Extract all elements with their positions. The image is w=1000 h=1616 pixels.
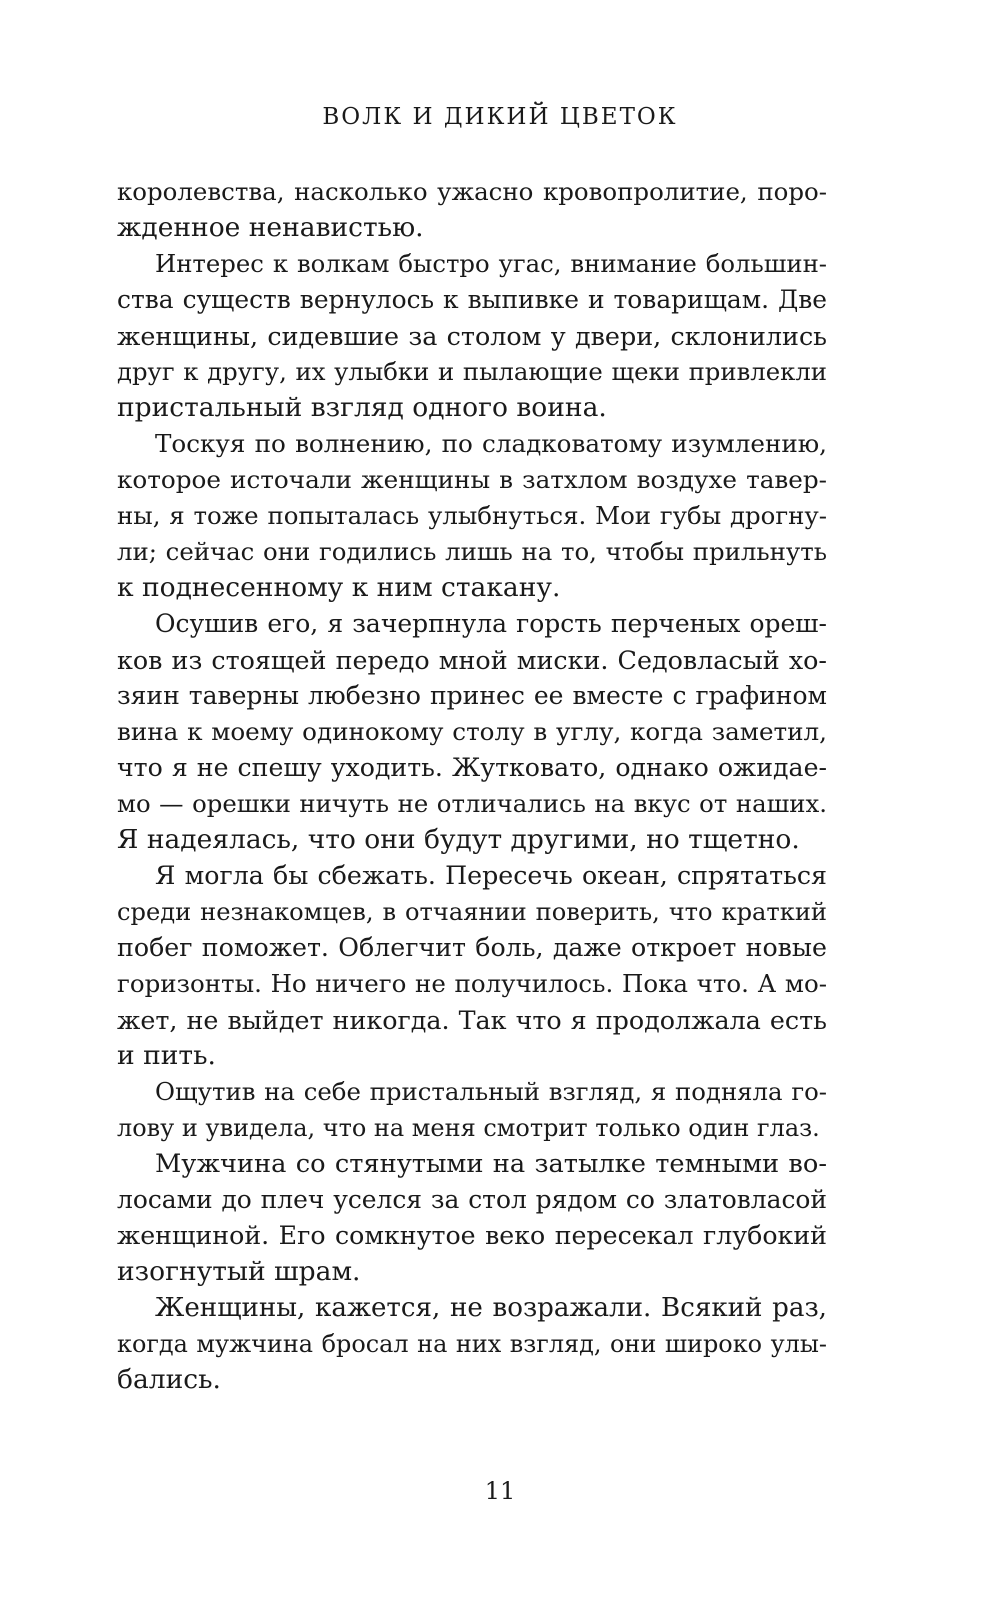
text-line: к поднесенному к ним стакану. xyxy=(117,572,561,603)
text-line: ли; сейчас они годились лишь на то, чтобы прильнуть xyxy=(117,537,827,566)
text-line: женщиной. Его сомкнутое веко пересекал глубокий xyxy=(117,1221,827,1250)
text-line: которое источали женщины в затхлом воздухе тавер- xyxy=(117,465,827,494)
text-line: Интерес к волкам быстро угас, внимание большин- xyxy=(155,249,827,278)
text-line: Осушив его, я зачерпнула горсть перченых ореш- xyxy=(155,609,827,638)
text-line: когда мужчина бросал на них взгляд, они широко улы- xyxy=(117,1330,827,1358)
text-line: пристальный взгляд одного воина. xyxy=(117,392,607,423)
text-line: вина к моему одинокому столу в углу, когда заметил, xyxy=(117,717,827,746)
text-line: ков из стоящей передо мной миски. Седовласый хо- xyxy=(117,645,827,675)
text-line: Ощутив на себе пристальный взгляд, я подняла го- xyxy=(155,1077,827,1106)
text-line: среди незнакомцев, в отчаянии поверить, что краткий xyxy=(117,898,827,926)
body-text xyxy=(117,174,827,1398)
text-line: лову и увидела, что на меня смотрит только один глаз. xyxy=(117,1114,820,1142)
text-line: Тоскуя по волнению, по сладковатому изумлению, xyxy=(155,429,827,458)
running-title: ВОЛК И ДИКИЙ ЦВЕТОК xyxy=(322,104,678,130)
text-line: жденное ненавистью. xyxy=(117,212,424,243)
text-line: Мужчина со стянутыми на затылке темными во- xyxy=(155,1149,827,1179)
text-line: друг к другу, их улыбки и пылающие щеки привлекли xyxy=(117,357,827,386)
text-line: Я надеялась, что они будут другими, но тщетно. xyxy=(117,824,800,855)
text-line: бались. xyxy=(117,1364,221,1395)
text-line: жет, не выйдет никогда. Так что я продолжала есть xyxy=(117,1005,827,1035)
text-line: зяин таверны любезно принес ее вместе с графином xyxy=(117,681,827,710)
text-line: Женщины, кажется, не возражали. Всякий раз, xyxy=(155,1293,827,1323)
text-line: ства существ вернулось к выпивке и товарищам. Две xyxy=(117,285,827,314)
page-number: 11 xyxy=(484,1477,516,1505)
text-line: лосами до плеч уселся за стол рядом со златовласой xyxy=(117,1185,827,1214)
text-line: что я не спешу уходить. Жутковато, однако ожидае- xyxy=(117,753,827,782)
text-line: побег поможет. Облегчит боль, даже откроет новые xyxy=(117,933,827,962)
text-line: и пить. xyxy=(117,1040,216,1071)
text-line: мо — орешки ничуть не отличались на вкус от наших. xyxy=(117,789,827,818)
text-line: королевства, насколько ужасно кровопролитие, поро- xyxy=(117,177,827,206)
text-line: изогнутый шрам. xyxy=(117,1256,361,1287)
text-line: ны, я тоже попыталась улыбнуться. Мои губы дрогну- xyxy=(117,501,827,530)
text-line: женщины, сидевшие за столом у двери, склонились xyxy=(117,321,827,351)
text-line: Я могла бы сбежать. Пересечь океан, спрятаться xyxy=(155,861,827,890)
text-line: горизонты. Но ничего не получилось. Пока что. А мо- xyxy=(117,969,827,998)
